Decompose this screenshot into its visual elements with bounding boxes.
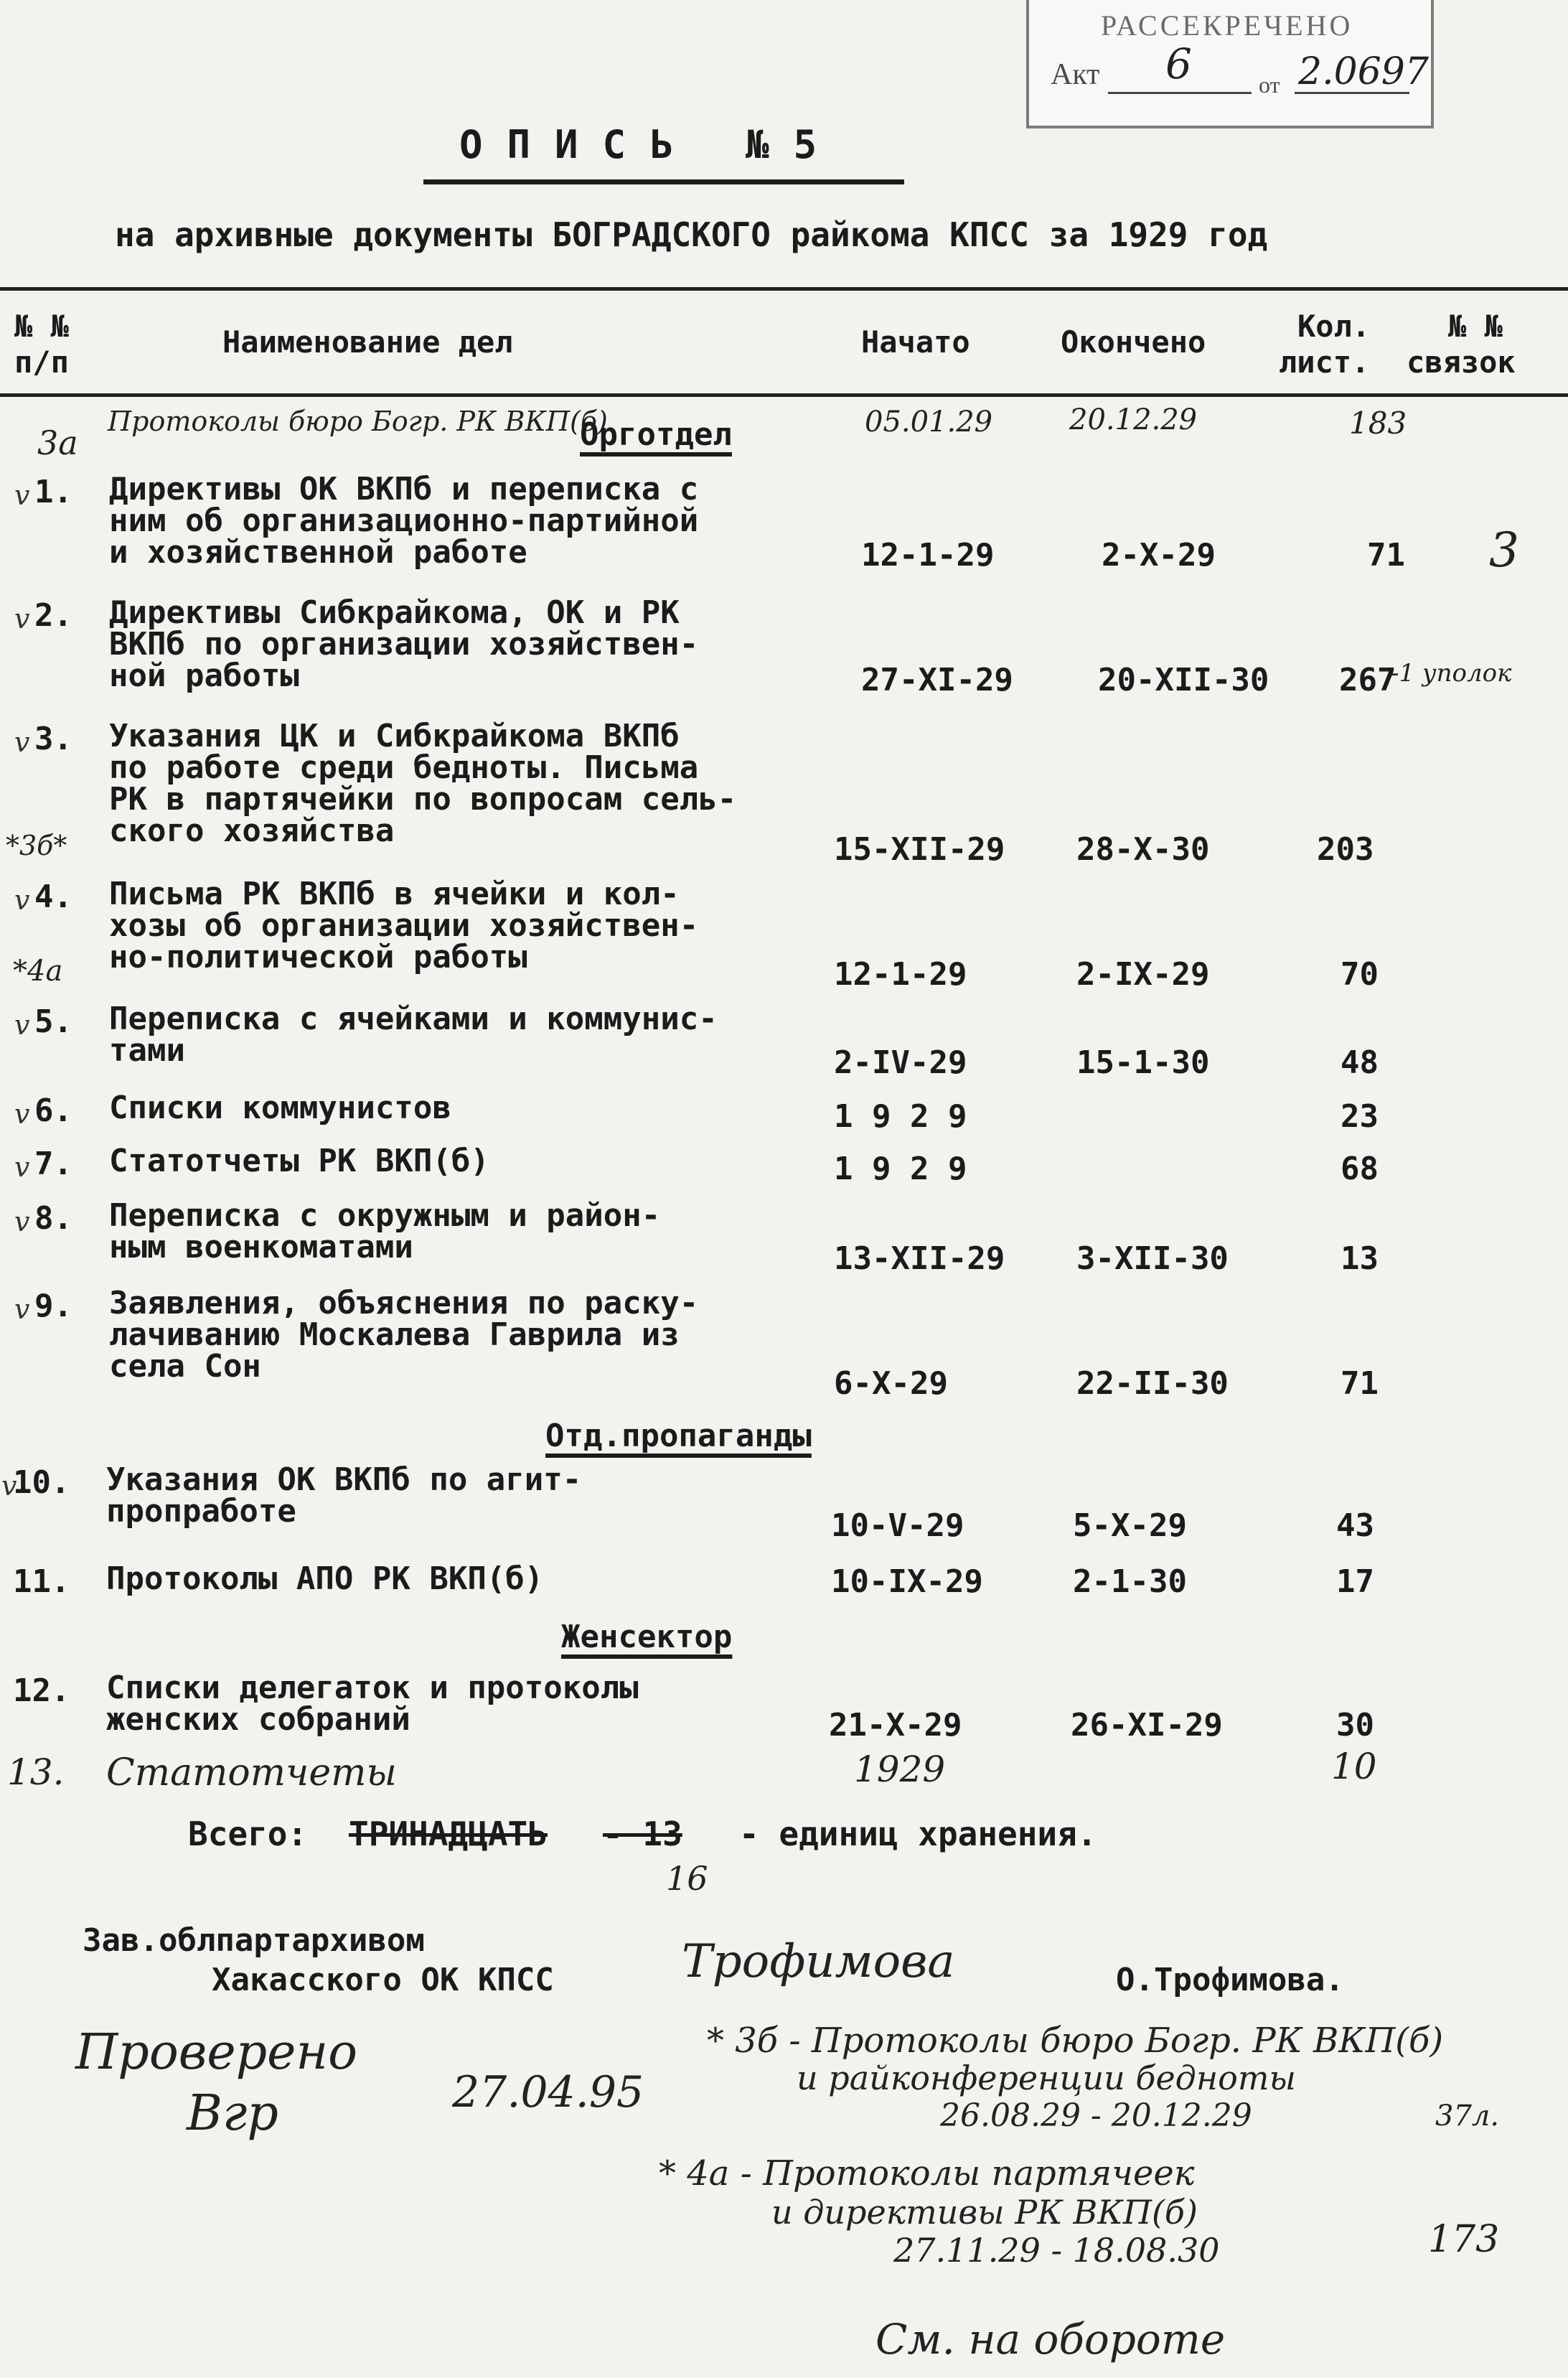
item-6-name: Списки коммунистов [109, 1090, 451, 1126]
item-9-count: 71 [1341, 1365, 1379, 1402]
footnote-4a-line3: 27.11.29 - 18.08.30 [893, 2231, 1220, 2270]
col-count-header-1: Кол. [1297, 309, 1371, 344]
item-1-num: 1. [34, 474, 72, 510]
checkmark: v [14, 603, 30, 635]
stamp-act-label: Акт [1051, 58, 1100, 91]
item-5-count: 48 [1341, 1044, 1379, 1081]
col-num-header-2: п/п [14, 345, 69, 380]
footnote-4a-line1: * 4а - Протоколы партячеек [659, 2153, 1195, 2194]
checkmark: v [14, 479, 30, 511]
stamp-act-number: 6 [1165, 39, 1192, 88]
item-9-name: Заявления, объяснения по раску- лачиванию Москалева Гаврила из села Сон [109, 1285, 699, 1385]
item-4-count: 70 [1341, 956, 1379, 993]
item-10-count: 43 [1336, 1507, 1374, 1544]
document-title: ОПИСЬ №5 [459, 122, 842, 167]
item-9-end: 22-II-30 [1076, 1365, 1229, 1402]
item-11-name: Протоколы АПО РК ВКП(б) [106, 1560, 544, 1597]
checkmark: v [14, 1206, 30, 1237]
item-12-end: 26-XI-29 [1071, 1707, 1223, 1743]
declassified-stamp [1026, 0, 1434, 128]
verifier-initials: Вгр [187, 2085, 278, 2142]
col-num-header-1: № № [14, 309, 69, 344]
row-13-count: 10 [1331, 1746, 1377, 1787]
item-2-start: 27-XI-29 [861, 662, 1013, 698]
item-6-count: 23 [1341, 1098, 1379, 1135]
item-9-start: 6-X-29 [834, 1365, 948, 1402]
stamp-act-line [1108, 92, 1252, 94]
checkmark: v [1, 1470, 17, 1502]
item-3-end: 28-X-30 [1076, 831, 1210, 868]
row-3a-num: 3а [37, 423, 78, 462]
row-3a-count: 183 [1349, 406, 1407, 441]
checkmark: v [14, 1293, 30, 1325]
item-4-name: Письма РК ВКПб в ячейки и кол- хозы об организации хозяйствен- но-политической работы [109, 876, 699, 975]
footnote-4a-count: 173 [1428, 2218, 1500, 2261]
stamp-from-label: от [1259, 72, 1280, 98]
stamp-act-date: 2.0697 [1298, 50, 1429, 93]
item-10-end: 5-X-29 [1073, 1507, 1187, 1544]
item-10-start: 10-V-29 [831, 1507, 964, 1544]
col-name-header: Наименование дел [222, 324, 513, 360]
item-12-name: Списки делегаток и протоколы женских собраний [106, 1670, 639, 1738]
item-11-num: 11. [13, 1563, 70, 1600]
checkmark: v [14, 1151, 30, 1183]
item-4-num: 4. [34, 879, 72, 915]
total-suffix: - единиц хранения. [739, 1815, 1097, 1853]
document-subtitle: на архивные документы БОГРАДСКОГО райкома КПСС за 1929 год [115, 215, 1268, 254]
item-1-bundle: 3 [1489, 523, 1519, 578]
item-11-end: 2-1-30 [1073, 1563, 1187, 1600]
item-3-num: 3. [34, 721, 72, 757]
checkmark: v [14, 726, 30, 758]
item-11-start: 10-IX-29 [831, 1563, 983, 1600]
col-bundle-header-2: связок [1407, 345, 1516, 380]
row-13-name: Статотчеты [106, 1751, 397, 1794]
checkmark: v [14, 884, 30, 916]
item-5-num: 5. [34, 1003, 72, 1040]
item-6-start: 1 9 2 9 [834, 1098, 967, 1135]
item-3-start: 15-XII-29 [834, 831, 1005, 868]
item-8-start: 13-XII-29 [834, 1240, 1005, 1277]
item-10-num: 10. [13, 1464, 70, 1501]
footnote-3b-line3: 26.08.29 - 20.12.29 [940, 2097, 1252, 2134]
section-propaganda: Отд.пропаганды [545, 1418, 812, 1454]
item-8-end: 3-XII-30 [1076, 1240, 1229, 1277]
footnote-3b-line1: * 3б - Протоколы бюро Богр. РК ВКП(б) [707, 2021, 1444, 2061]
row-13-num: 13. [7, 1751, 65, 1793]
item-7-name: Статотчеты РК ВКП(б) [109, 1143, 489, 1179]
row-3a-name: Протоколы бюро Богр. РК ВКП(б) [108, 406, 608, 437]
item-3-mark: *3б* [6, 830, 67, 861]
col-bundle-header-1: № № [1448, 309, 1503, 344]
item-1-start: 12-1-29 [861, 537, 995, 574]
item-9-num: 9. [34, 1288, 72, 1324]
verification-date: 27.04.95 [452, 2067, 644, 2117]
footnote-3b-count: 37л. [1435, 2100, 1500, 2133]
verified-note: Проверено [75, 2024, 358, 2081]
item-12-count: 30 [1336, 1707, 1374, 1743]
item-2-num: 2. [34, 597, 72, 634]
table-header-rule [0, 393, 1568, 397]
total-number-struck: - 13 [603, 1815, 682, 1853]
item-4-mark: *4а [13, 955, 63, 988]
item-4-end: 2-IX-29 [1076, 956, 1210, 993]
title-underline [423, 179, 904, 184]
row-3a-end: 20.12.29 [1069, 403, 1198, 436]
item-5-name: Переписка с ячейками и коммунис- тами [109, 1001, 718, 1069]
see-reverse-note: См. на обороте [875, 2315, 1226, 2364]
section-orgotdel: Орготдел [580, 416, 732, 453]
item-7-start: 1 9 2 9 [834, 1151, 967, 1187]
item-11-count: 17 [1336, 1563, 1374, 1600]
checkmark: v [14, 1009, 30, 1041]
checkmark: v [14, 1098, 30, 1130]
col-count-header-2: лист. [1279, 345, 1370, 380]
item-2-end: 20-XII-30 [1098, 662, 1269, 698]
signature-position-1: Зав.облпартархивом [83, 1922, 425, 1959]
item-10-name: Указания ОК ВКПб по агит- пропработе [106, 1461, 582, 1530]
item-5-start: 2-IV-29 [834, 1044, 967, 1081]
item-1-count: 71 [1367, 537, 1405, 574]
item-1-end: 2-X-29 [1102, 537, 1216, 574]
col-end-header: Окончено [1061, 324, 1206, 360]
footnote-3b-line2: и райконференции бедноты [797, 2059, 1296, 2097]
stamp-title: РАССЕКРЕЧЕНО [1101, 9, 1353, 42]
footnote-4a-line2: и директивы РК ВКП(б) [771, 2193, 1198, 2232]
item-4-start: 12-1-29 [834, 956, 967, 993]
handwritten-signature: Трофимова [682, 1935, 955, 1988]
item-12-start: 21-X-29 [829, 1707, 962, 1743]
signatory-name: О.Трофимова. [1116, 1962, 1344, 1998]
item-5-end: 15-1-30 [1076, 1044, 1210, 1081]
total-number-corrected: 16 [666, 1859, 708, 1898]
item-3-count: 203 [1317, 831, 1374, 868]
total-label: Всего: [188, 1815, 308, 1853]
item-2-name: Директивы Сибкрайкома, ОК и РК ВКПб по организации хозяйствен- ной работы [109, 594, 699, 694]
col-start-header: Начато [861, 324, 970, 360]
item-2-count: 267 [1339, 662, 1396, 698]
item-1-name: Директивы ОК ВКПб и переписка с ним об организационно-партийной и хозяйственной работе [109, 471, 699, 571]
signature-position-2: Хакасского ОК КПСС [212, 1962, 554, 1998]
item-3-name: Указания ЦК и Сибкрайкома ВКПб по работе среди бедноты. Письма РК в партячейки по вопросам сель- ского хозяйства [109, 718, 737, 849]
row-3a-start: 05.01.29 [865, 406, 993, 439]
item-2-note: -1 уполок [1391, 659, 1512, 688]
section-zhensektor: Женсектор [561, 1619, 733, 1655]
item-7-count: 68 [1341, 1151, 1379, 1187]
table-top-rule [0, 287, 1568, 291]
total-words: ТРИНАДЦАТЬ [349, 1815, 548, 1853]
item-8-num: 8. [34, 1200, 72, 1237]
item-6-num: 6. [34, 1092, 72, 1129]
item-7-num: 7. [34, 1146, 72, 1182]
item-12-num: 12. [13, 1672, 70, 1709]
row-13-start: 1929 [854, 1749, 946, 1790]
item-8-name: Переписка с окружным и район- ным военкоматами [109, 1197, 661, 1265]
item-8-count: 13 [1341, 1240, 1379, 1277]
